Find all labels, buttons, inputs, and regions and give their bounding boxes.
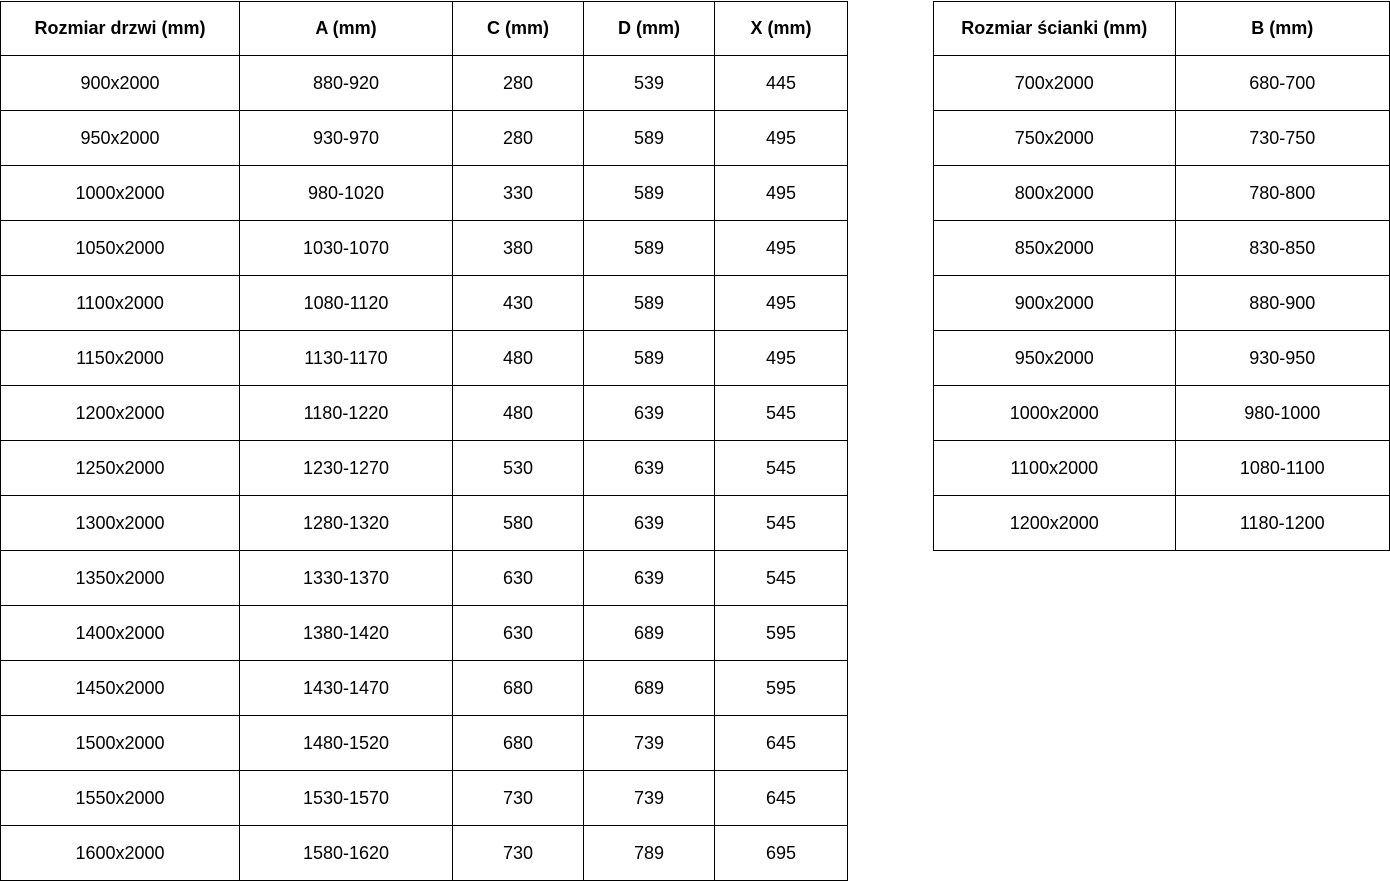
doors_table-cell: 1400x2000 — [1, 606, 240, 661]
doors_table-cell: 900x2000 — [1, 56, 240, 111]
doors_table-cell: 1200x2000 — [1, 386, 240, 441]
doors_table-cell: 480 — [453, 386, 584, 441]
doors_table-cell: 1350x2000 — [1, 551, 240, 606]
doors_table-cell: 495 — [715, 331, 848, 386]
table-row — [934, 166, 1390, 221]
table-row — [934, 441, 1390, 496]
doors_table-cell: 539 — [584, 56, 715, 111]
doors_table-cell: 645 — [715, 716, 848, 771]
doors_table-cell: 545 — [715, 496, 848, 551]
table-row — [934, 221, 1390, 276]
door-dimensions-table — [0, 1, 848, 881]
doors_table-cell: 639 — [584, 496, 715, 551]
doors_table-cell: 630 — [453, 551, 584, 606]
doors_table-cell: 1530-1570 — [240, 771, 453, 826]
doors_table-cell: 595 — [715, 606, 848, 661]
table-row — [934, 56, 1390, 111]
doors_table-cell: 1600x2000 — [1, 826, 240, 881]
doors_table-cell: 589 — [584, 111, 715, 166]
table-row — [1, 331, 848, 386]
doors_table-cell: 1100x2000 — [1, 276, 240, 331]
wall_table-cell: 1180-1200 — [1175, 496, 1389, 551]
table-row — [1, 551, 848, 606]
wall_table-cell: 950x2000 — [934, 331, 1176, 386]
doors_table-cell: 730 — [453, 771, 584, 826]
doors_table-cell: 495 — [715, 111, 848, 166]
wall-table-header — [934, 2, 1390, 56]
doors_table-cell: 545 — [715, 386, 848, 441]
doors_table-cell: 495 — [715, 221, 848, 276]
table-row — [1, 111, 848, 166]
doors_table-cell: 380 — [453, 221, 584, 276]
column-header-c: C (mm) — [453, 2, 584, 56]
doors_table-cell: 739 — [584, 716, 715, 771]
table-row — [1, 166, 848, 221]
doors_table-cell: 1550x2000 — [1, 771, 240, 826]
doors_table-cell: 595 — [715, 661, 848, 716]
table-row — [1, 496, 848, 551]
table-row — [934, 276, 1390, 331]
doors_table-cell: 1480-1520 — [240, 716, 453, 771]
doors_table-cell: 980-1020 — [240, 166, 453, 221]
doors_table-cell: 1050x2000 — [1, 221, 240, 276]
doors_table-cell: 580 — [453, 496, 584, 551]
table-row — [1, 221, 848, 276]
table-header-row — [1, 2, 848, 56]
doors_table-cell: 1380-1420 — [240, 606, 453, 661]
wall_table-cell: 1100x2000 — [934, 441, 1176, 496]
table-row — [934, 496, 1390, 551]
wall_table-cell: 830-850 — [1175, 221, 1389, 276]
doors_table-cell: 430 — [453, 276, 584, 331]
doors_table-cell: 680 — [453, 716, 584, 771]
doors_table-cell: 730 — [453, 826, 584, 881]
doors_table-cell: 330 — [453, 166, 584, 221]
wall_table-cell: 850x2000 — [934, 221, 1176, 276]
wall_table-cell: 1000x2000 — [934, 386, 1176, 441]
wall_table-cell: 730-750 — [1175, 111, 1389, 166]
table-row — [1, 276, 848, 331]
doors_table-cell: 789 — [584, 826, 715, 881]
doors_table-cell: 1300x2000 — [1, 496, 240, 551]
wall_table-cell: 1080-1100 — [1175, 441, 1389, 496]
wall_table-cell: 700x2000 — [934, 56, 1176, 111]
table-row — [1, 56, 848, 111]
doors_table-cell: 639 — [584, 551, 715, 606]
wall_table-cell: 980-1000 — [1175, 386, 1389, 441]
doors_table-cell: 1280-1320 — [240, 496, 453, 551]
doors_table-cell: 280 — [453, 111, 584, 166]
table-row — [1, 386, 848, 441]
door-table-header — [1, 2, 848, 56]
table-row — [1, 441, 848, 496]
table-row — [1, 716, 848, 771]
doors_table-cell: 495 — [715, 276, 848, 331]
doors_table-cell: 645 — [715, 771, 848, 826]
doors_table-cell: 530 — [453, 441, 584, 496]
doors_table-cell: 950x2000 — [1, 111, 240, 166]
doors_table-cell: 445 — [715, 56, 848, 111]
doors_table-cell: 1250x2000 — [1, 441, 240, 496]
wall-table-body — [934, 56, 1390, 551]
wall_table-cell: 680-700 — [1175, 56, 1389, 111]
doors_table-cell: 589 — [584, 166, 715, 221]
doors_table-cell: 545 — [715, 551, 848, 606]
doors_table-cell: 589 — [584, 276, 715, 331]
doors_table-cell: 930-970 — [240, 111, 453, 166]
column-header-door-size: Rozmiar drzwi (mm) — [1, 2, 240, 56]
wall_table-cell: 930-950 — [1175, 331, 1389, 386]
doors_table-cell: 1500x2000 — [1, 716, 240, 771]
doors_table-cell: 639 — [584, 441, 715, 496]
doors_table-cell: 1150x2000 — [1, 331, 240, 386]
wall-dimensions-table — [933, 1, 1390, 551]
doors_table-cell: 1230-1270 — [240, 441, 453, 496]
table-row — [1, 606, 848, 661]
doors_table-cell: 680 — [453, 661, 584, 716]
wall_table-cell: 800x2000 — [934, 166, 1176, 221]
doors_table-cell: 630 — [453, 606, 584, 661]
doors_table-cell: 689 — [584, 606, 715, 661]
doors_table-cell: 1180-1220 — [240, 386, 453, 441]
wall_table-cell: 780-800 — [1175, 166, 1389, 221]
wall_table-cell: 750x2000 — [934, 111, 1176, 166]
doors_table-cell: 280 — [453, 56, 584, 111]
wall_table-cell: 900x2000 — [934, 276, 1176, 331]
doors_table-cell: 589 — [584, 221, 715, 276]
column-header-wall-size: Rozmiar ścianki (mm) — [934, 2, 1176, 56]
column-header-d: D (mm) — [584, 2, 715, 56]
door-table-body — [1, 56, 848, 881]
column-header-a: A (mm) — [240, 2, 453, 56]
column-header-x: X (mm) — [715, 2, 848, 56]
doors_table-cell: 880-920 — [240, 56, 453, 111]
table-row — [934, 386, 1390, 441]
doors_table-cell: 739 — [584, 771, 715, 826]
doors_table-cell: 689 — [584, 661, 715, 716]
table-row — [934, 111, 1390, 166]
doors_table-cell: 589 — [584, 331, 715, 386]
doors_table-cell: 1080-1120 — [240, 276, 453, 331]
doors_table-cell: 1580-1620 — [240, 826, 453, 881]
doors_table-cell: 480 — [453, 331, 584, 386]
column-header-b: B (mm) — [1175, 2, 1389, 56]
doors_table-cell: 639 — [584, 386, 715, 441]
wall_table-cell: 1200x2000 — [934, 496, 1176, 551]
table-row — [934, 331, 1390, 386]
doors_table-cell: 495 — [715, 166, 848, 221]
doors_table-cell: 1000x2000 — [1, 166, 240, 221]
table-row — [1, 771, 848, 826]
table-row — [1, 661, 848, 716]
doors_table-cell: 695 — [715, 826, 848, 881]
doors_table-cell: 1430-1470 — [240, 661, 453, 716]
doors_table-cell: 1130-1170 — [240, 331, 453, 386]
doors_table-cell: 545 — [715, 441, 848, 496]
table-header-row — [934, 2, 1390, 56]
doors_table-cell: 1330-1370 — [240, 551, 453, 606]
doors_table-cell: 1030-1070 — [240, 221, 453, 276]
doors_table-cell: 1450x2000 — [1, 661, 240, 716]
table-row — [1, 826, 848, 881]
wall_table-cell: 880-900 — [1175, 276, 1389, 331]
